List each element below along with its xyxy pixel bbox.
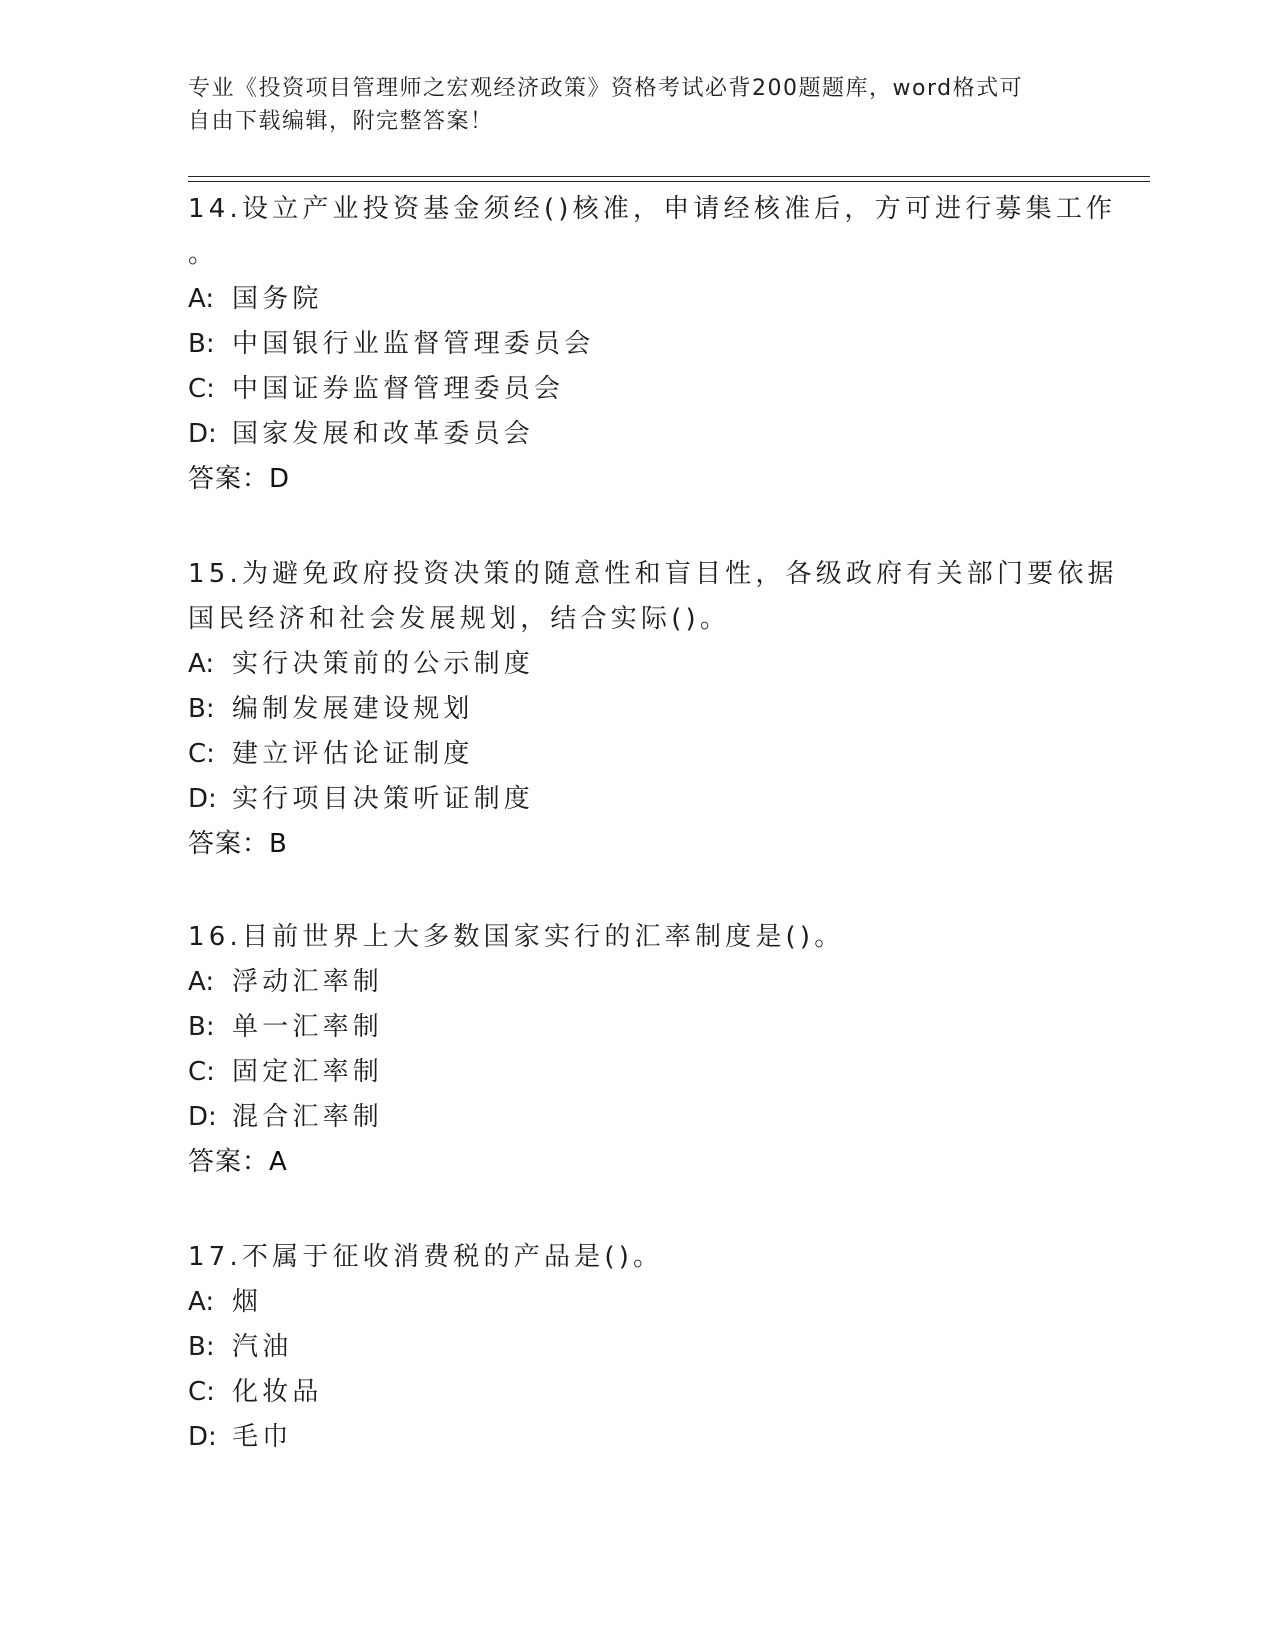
option-d xyxy=(188,412,1088,457)
option-text: 编制发展建设规划 xyxy=(232,694,474,724)
option-text: 中国证券监督管理委员会 xyxy=(232,374,565,404)
option-text: 毛巾 xyxy=(232,1422,293,1452)
option-key: C: xyxy=(188,1057,215,1087)
option-text: 混合汇率制 xyxy=(232,1102,384,1132)
option-key: B: xyxy=(188,329,215,359)
option-key: D: xyxy=(188,1102,217,1132)
option-text: 建立评估论证制度 xyxy=(232,739,474,769)
option-c xyxy=(188,732,1088,777)
option-text: 国家发展和改革委员会 xyxy=(232,419,535,449)
option-key: D: xyxy=(188,784,217,814)
option-key: D: xyxy=(188,419,217,449)
option-key: C: xyxy=(188,1377,215,1407)
option-text: 实行项目决策听证制度 xyxy=(232,784,535,814)
header-line-1: 专业《投资项目管理师之宏观经济政策》资格考试必背200题题库，word格式可 xyxy=(188,76,1024,101)
answer-line: 答案：B xyxy=(188,829,288,859)
stem-line: 17.不属于征收消费税的产品是()。 xyxy=(188,1242,664,1272)
question-17 xyxy=(188,1235,1088,1460)
option-key: A: xyxy=(188,967,215,997)
option-d xyxy=(188,1415,1088,1460)
document-header xyxy=(188,72,1068,138)
option-text: 实行决策前的公示制度 xyxy=(232,649,535,679)
option-key: B: xyxy=(188,1012,215,1042)
stem-line: 14.设立产业投资基金须经()核准，申请经核准后，方可进行募集工作 xyxy=(188,194,1117,224)
option-text: 国务院 xyxy=(232,284,323,314)
option-a xyxy=(188,1280,1088,1325)
option-c xyxy=(188,1370,1088,1415)
question-15 xyxy=(188,552,1118,867)
option-key: A: xyxy=(188,284,215,314)
option-text: 中国银行业监督管理委员会 xyxy=(232,329,595,359)
option-d xyxy=(188,777,1088,822)
option-key: C: xyxy=(188,739,215,769)
option-key: C: xyxy=(188,374,215,404)
option-a xyxy=(188,960,1088,1005)
option-text: 化妆品 xyxy=(232,1377,323,1407)
option-b xyxy=(188,1325,1088,1370)
option-d xyxy=(188,1095,1088,1140)
stem-line: 15.为避免政府投资决策的随意性和盲目性，各级政府有关部门要依据 xyxy=(188,559,1118,589)
option-text: 单一汇率制 xyxy=(232,1012,384,1042)
question-16 xyxy=(188,915,1088,1185)
option-b xyxy=(188,322,1088,367)
question-stem xyxy=(188,915,1088,960)
stem-line: 16.目前世界上大多数国家实行的汇率制度是()。 xyxy=(188,922,845,952)
option-text: 汽油 xyxy=(232,1332,293,1362)
stem-line: 。 xyxy=(188,239,219,269)
option-key: A: xyxy=(188,649,215,679)
option-text: 固定汇率制 xyxy=(232,1057,384,1087)
header-rule-bottom xyxy=(188,181,1150,182)
option-b xyxy=(188,1005,1088,1050)
stem-line: 国民经济和社会发展规划，结合实际()。 xyxy=(188,604,731,634)
option-key: D: xyxy=(188,1422,217,1452)
option-b xyxy=(188,687,1088,732)
option-text: 烟 xyxy=(232,1287,263,1317)
option-c xyxy=(188,367,1088,412)
option-a xyxy=(188,642,1088,687)
answer-line: 答案：A xyxy=(188,1147,288,1177)
question-14 xyxy=(188,187,1117,502)
header-rule-top xyxy=(188,176,1150,177)
question-stem xyxy=(188,1235,1088,1280)
option-key: A: xyxy=(188,1287,215,1317)
question-stem xyxy=(188,187,1117,277)
option-text: 浮动汇率制 xyxy=(232,967,384,997)
option-c xyxy=(188,1050,1088,1095)
header-line-2: 自由下载编辑，附完整答案！ xyxy=(188,109,494,134)
question-stem xyxy=(188,552,1118,642)
answer-line: 答案：D xyxy=(188,464,291,494)
option-key: B: xyxy=(188,694,215,724)
option-a xyxy=(188,277,1088,322)
option-key: B: xyxy=(188,1332,215,1362)
